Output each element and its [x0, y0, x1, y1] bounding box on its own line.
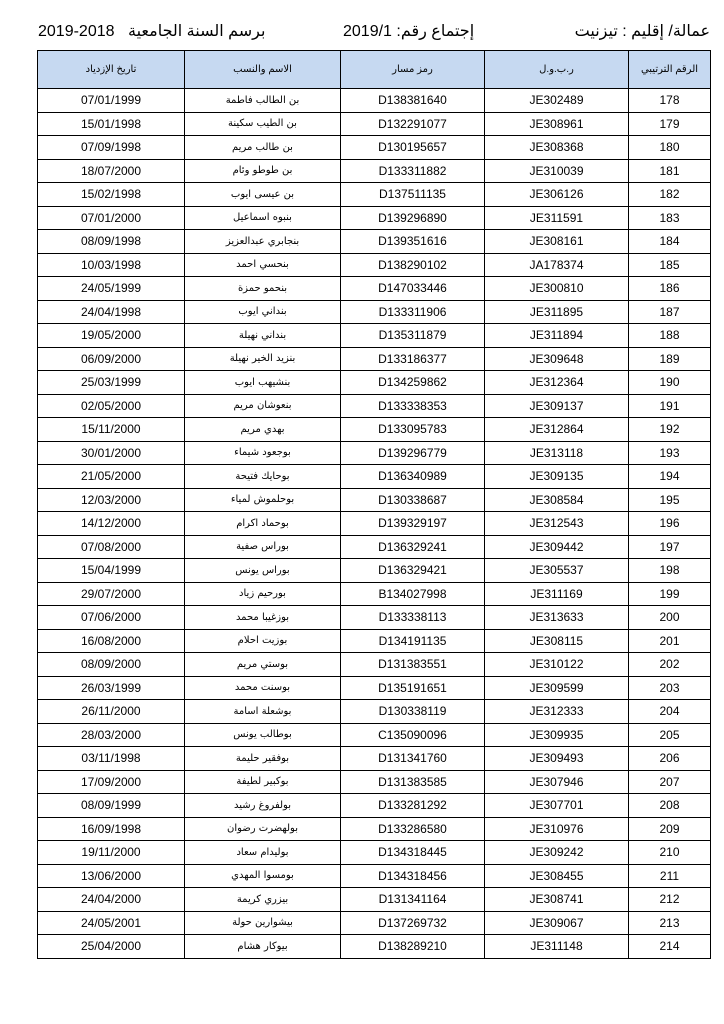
name-cell: بيزري كريمة	[185, 888, 341, 912]
massar-code-cell: D138381640	[341, 89, 485, 113]
birthdate-cell: 12/03/2000	[38, 488, 185, 512]
serial-cell: 199	[629, 582, 711, 606]
cin-cell: JA178374	[485, 253, 629, 277]
birthdate-cell: 02/05/2000	[38, 394, 185, 418]
column-header-massar-code: رمز مسار	[341, 51, 485, 89]
name-cell: بيشوارين حولة	[185, 911, 341, 935]
serial-cell: 200	[629, 606, 711, 630]
birthdate-cell: 25/03/1999	[38, 371, 185, 395]
column-header-name: الاسم والنسب	[185, 51, 341, 89]
birthdate-cell: 24/05/2001	[38, 911, 185, 935]
birthdate-cell: 08/09/2000	[38, 653, 185, 677]
name-cell: بنزيد الخير نهيلة	[185, 347, 341, 371]
table-row	[38, 253, 711, 277]
table-body	[38, 89, 711, 959]
name-cell: بنجابري عبدالعزيز	[185, 230, 341, 254]
serial-cell: 213	[629, 911, 711, 935]
table-row	[38, 747, 711, 771]
serial-cell: 193	[629, 441, 711, 465]
table-row	[38, 418, 711, 442]
massar-code-cell: D139329197	[341, 512, 485, 536]
serial-cell: 201	[629, 629, 711, 653]
region-label: عمالة/ إقليم : تيزنيت	[574, 23, 710, 40]
birthdate-cell: 13/06/2000	[38, 864, 185, 888]
birthdate-cell: 26/03/1999	[38, 676, 185, 700]
serial-cell: 205	[629, 723, 711, 747]
table-row	[38, 864, 711, 888]
massar-code-cell: D130338687	[341, 488, 485, 512]
name-cell: بوزيت احلام	[185, 629, 341, 653]
table-row	[38, 841, 711, 865]
table-row	[38, 512, 711, 536]
table-row	[38, 794, 711, 818]
serial-cell: 187	[629, 300, 711, 324]
cin-cell: JE309599	[485, 676, 629, 700]
column-header-cin: ر.ب.و.ل	[485, 51, 629, 89]
table-row	[38, 935, 711, 959]
table-row	[38, 230, 711, 254]
table-row	[38, 300, 711, 324]
cin-cell: JE311591	[485, 206, 629, 230]
table-row	[38, 371, 711, 395]
massar-code-cell: D133311882	[341, 159, 485, 183]
academic-year-label: برسم السنة الجامعية	[128, 23, 266, 40]
birthdate-cell: 07/06/2000	[38, 606, 185, 630]
name-cell: بنحمو حمزة	[185, 277, 341, 301]
serial-cell: 188	[629, 324, 711, 348]
birthdate-cell: 21/05/2000	[38, 465, 185, 489]
birthdate-cell: 10/03/1998	[38, 253, 185, 277]
table-row	[38, 817, 711, 841]
massar-code-cell: D137511135	[341, 183, 485, 207]
table-row	[38, 159, 711, 183]
massar-code-cell: D131383551	[341, 653, 485, 677]
serial-cell: 209	[629, 817, 711, 841]
table-row	[38, 465, 711, 489]
cin-cell: JE309067	[485, 911, 629, 935]
table-row	[38, 629, 711, 653]
serial-cell: 178	[629, 89, 711, 113]
birthdate-cell: 24/04/1998	[38, 300, 185, 324]
table-row	[38, 441, 711, 465]
massar-code-cell: D138289210	[341, 935, 485, 959]
name-cell: بيوكار هشام	[185, 935, 341, 959]
serial-cell: 194	[629, 465, 711, 489]
birthdate-cell: 19/05/2000	[38, 324, 185, 348]
name-cell: بومسوا المهدي	[185, 864, 341, 888]
students-table	[37, 50, 711, 959]
birthdate-cell: 03/11/1998	[38, 747, 185, 771]
birthdate-cell: 26/11/2000	[38, 700, 185, 724]
name-cell: بورحيم زياد	[185, 582, 341, 606]
name-cell: بنشيهب ايوب	[185, 371, 341, 395]
table-header-row	[38, 51, 711, 89]
column-header-birthdate: تاريخ الإزدياد	[38, 51, 185, 89]
cin-cell: JE306126	[485, 183, 629, 207]
cin-cell: JE311894	[485, 324, 629, 348]
column-header-serial: الرقم الترتيبي	[629, 51, 711, 89]
serial-cell: 214	[629, 935, 711, 959]
massar-code-cell: D136340989	[341, 465, 485, 489]
cin-cell: JE312543	[485, 512, 629, 536]
name-cell: بوحايك فتيحة	[185, 465, 341, 489]
name-cell: بوحلموش لمياء	[185, 488, 341, 512]
cin-cell: JE309442	[485, 535, 629, 559]
cin-cell: JE309935	[485, 723, 629, 747]
table-row	[38, 394, 711, 418]
cin-cell: JE307701	[485, 794, 629, 818]
birthdate-cell: 24/05/1999	[38, 277, 185, 301]
serial-cell: 195	[629, 488, 711, 512]
name-cell: بنبوه اسماعيل	[185, 206, 341, 230]
cin-cell: JE308584	[485, 488, 629, 512]
massar-code-cell: D133338113	[341, 606, 485, 630]
name-cell: بن عيسى ايوب	[185, 183, 341, 207]
cin-cell: JE310976	[485, 817, 629, 841]
cin-cell: JE307946	[485, 770, 629, 794]
massar-code-cell: D134318445	[341, 841, 485, 865]
serial-cell: 207	[629, 770, 711, 794]
serial-cell: 197	[629, 535, 711, 559]
serial-cell: 183	[629, 206, 711, 230]
cin-cell: JE305537	[485, 559, 629, 583]
table-row	[38, 676, 711, 700]
birthdate-cell: 08/09/1999	[38, 794, 185, 818]
cin-cell: JE310122	[485, 653, 629, 677]
birthdate-cell: 06/09/2000	[38, 347, 185, 371]
massar-code-cell: D133095783	[341, 418, 485, 442]
birthdate-cell: 16/08/2000	[38, 629, 185, 653]
serial-cell: 203	[629, 676, 711, 700]
birthdate-cell: 29/07/2000	[38, 582, 185, 606]
serial-cell: 181	[629, 159, 711, 183]
cin-cell: JE312364	[485, 371, 629, 395]
birthdate-cell: 07/09/1998	[38, 136, 185, 160]
massar-code-cell: D131383585	[341, 770, 485, 794]
meeting-number: إجتماع رقم: 2019/1	[343, 23, 475, 40]
serial-cell: 179	[629, 112, 711, 136]
serial-cell: 212	[629, 888, 711, 912]
massar-code-cell: D135311879	[341, 324, 485, 348]
cin-cell: JE309242	[485, 841, 629, 865]
name-cell: بن الطالب فاطمة	[185, 89, 341, 113]
serial-cell: 192	[629, 418, 711, 442]
table-row	[38, 911, 711, 935]
serial-cell: 180	[629, 136, 711, 160]
birthdate-cell: 17/09/2000	[38, 770, 185, 794]
cin-cell: JE311169	[485, 582, 629, 606]
birthdate-cell: 14/12/2000	[38, 512, 185, 536]
birthdate-cell: 15/02/1998	[38, 183, 185, 207]
cin-cell: JE308455	[485, 864, 629, 888]
birthdate-cell: 28/03/2000	[38, 723, 185, 747]
massar-code-cell: D137269732	[341, 911, 485, 935]
name-cell: بوراس صفية	[185, 535, 341, 559]
massar-code-cell: B134027998	[341, 582, 485, 606]
massar-code-cell: D130338119	[341, 700, 485, 724]
cin-cell: JE313118	[485, 441, 629, 465]
serial-cell: 210	[629, 841, 711, 865]
name-cell: بوكبير لطيفة	[185, 770, 341, 794]
table-row	[38, 324, 711, 348]
cin-cell: JE308368	[485, 136, 629, 160]
serial-cell: 208	[629, 794, 711, 818]
name-cell: بنحسي احمد	[185, 253, 341, 277]
name-cell: بوفقير حليمة	[185, 747, 341, 771]
serial-cell: 185	[629, 253, 711, 277]
massar-code-cell: D134191135	[341, 629, 485, 653]
table-row	[38, 347, 711, 371]
massar-code-cell: C135090096	[341, 723, 485, 747]
cin-cell: JE313633	[485, 606, 629, 630]
birthdate-cell: 19/11/2000	[38, 841, 185, 865]
cin-cell: JE308161	[485, 230, 629, 254]
table-row	[38, 606, 711, 630]
name-cell: بولفروغ رشيد	[185, 794, 341, 818]
cin-cell: JE308961	[485, 112, 629, 136]
name-cell: بوليدام سعاد	[185, 841, 341, 865]
serial-cell: 186	[629, 277, 711, 301]
cin-cell: JE312864	[485, 418, 629, 442]
birthdate-cell: 24/04/2000	[38, 888, 185, 912]
massar-code-cell: D132291077	[341, 112, 485, 136]
name-cell: بوجعود شيماء	[185, 441, 341, 465]
massar-code-cell: D134318456	[341, 864, 485, 888]
name-cell: بوشعلة اسامة	[185, 700, 341, 724]
massar-code-cell: D131341760	[341, 747, 485, 771]
serial-cell: 206	[629, 747, 711, 771]
cin-cell: JE309135	[485, 465, 629, 489]
serial-cell: 202	[629, 653, 711, 677]
page-header	[38, 22, 710, 44]
table-row	[38, 723, 711, 747]
table-row	[38, 770, 711, 794]
birthdate-cell: 07/08/2000	[38, 535, 185, 559]
birthdate-cell: 30/01/2000	[38, 441, 185, 465]
massar-code-cell: D139351616	[341, 230, 485, 254]
table-row	[38, 582, 711, 606]
massar-code-cell: D133186377	[341, 347, 485, 371]
massar-code-cell: D139296890	[341, 206, 485, 230]
massar-code-cell: D133338353	[341, 394, 485, 418]
table-row	[38, 136, 711, 160]
birthdate-cell: 15/11/2000	[38, 418, 185, 442]
serial-cell: 196	[629, 512, 711, 536]
name-cell: بن طالب مريم	[185, 136, 341, 160]
massar-code-cell: D133311906	[341, 300, 485, 324]
massar-code-cell: D136329421	[341, 559, 485, 583]
cin-cell: JE312333	[485, 700, 629, 724]
serial-cell: 198	[629, 559, 711, 583]
massar-code-cell: D131341164	[341, 888, 485, 912]
massar-code-cell: D139296779	[341, 441, 485, 465]
table-row	[38, 183, 711, 207]
name-cell: بولهضرت رضوان	[185, 817, 341, 841]
cin-cell: JE309137	[485, 394, 629, 418]
table-row	[38, 559, 711, 583]
table-row	[38, 206, 711, 230]
birthdate-cell: 18/07/2000	[38, 159, 185, 183]
name-cell: بن الطيب سكينة	[185, 112, 341, 136]
massar-code-cell: D147033446	[341, 277, 485, 301]
cin-cell: JE311895	[485, 300, 629, 324]
table-row	[38, 653, 711, 677]
birthdate-cell: 25/04/2000	[38, 935, 185, 959]
massar-code-cell: D133286580	[341, 817, 485, 841]
cin-cell: JE309493	[485, 747, 629, 771]
serial-cell: 190	[629, 371, 711, 395]
name-cell: بنداني ايوب	[185, 300, 341, 324]
cin-cell: JE300810	[485, 277, 629, 301]
massar-code-cell: D133281292	[341, 794, 485, 818]
birthdate-cell: 16/09/1998	[38, 817, 185, 841]
birthdate-cell: 08/09/1998	[38, 230, 185, 254]
name-cell: بنداني نهيلة	[185, 324, 341, 348]
name-cell: بوطالب يونس	[185, 723, 341, 747]
massar-code-cell: D136329241	[341, 535, 485, 559]
massar-code-cell: D138290102	[341, 253, 485, 277]
serial-cell: 211	[629, 864, 711, 888]
serial-cell: 191	[629, 394, 711, 418]
table-row	[38, 535, 711, 559]
name-cell: بنعوشان مريم	[185, 394, 341, 418]
name-cell: بوزغيبا محمد	[185, 606, 341, 630]
table-row	[38, 277, 711, 301]
name-cell: بوسنت محمد	[185, 676, 341, 700]
academic-year: 2019-2018	[38, 23, 115, 40]
serial-cell: 204	[629, 700, 711, 724]
birthdate-cell: 15/04/1999	[38, 559, 185, 583]
cin-cell: JE308115	[485, 629, 629, 653]
serial-cell: 189	[629, 347, 711, 371]
cin-cell: JE308741	[485, 888, 629, 912]
cin-cell: JE309648	[485, 347, 629, 371]
name-cell: بوستي مريم	[185, 653, 341, 677]
birthdate-cell: 07/01/1999	[38, 89, 185, 113]
cin-cell: JE310039	[485, 159, 629, 183]
cin-cell: JE311148	[485, 935, 629, 959]
serial-cell: 184	[629, 230, 711, 254]
massar-code-cell: D134259862	[341, 371, 485, 395]
birthdate-cell: 07/01/2000	[38, 206, 185, 230]
name-cell: بوحماد اكرام	[185, 512, 341, 536]
table-row	[38, 112, 711, 136]
name-cell: بن طوطو وئام	[185, 159, 341, 183]
name-cell: بوراس يونس	[185, 559, 341, 583]
table-row	[38, 700, 711, 724]
table-row	[38, 888, 711, 912]
serial-cell: 182	[629, 183, 711, 207]
table-row	[38, 89, 711, 113]
table-row	[38, 488, 711, 512]
massar-code-cell: D135191651	[341, 676, 485, 700]
birthdate-cell: 15/01/1998	[38, 112, 185, 136]
massar-code-cell: D130195657	[341, 136, 485, 160]
cin-cell: JE302489	[485, 89, 629, 113]
name-cell: بهدي مريم	[185, 418, 341, 442]
